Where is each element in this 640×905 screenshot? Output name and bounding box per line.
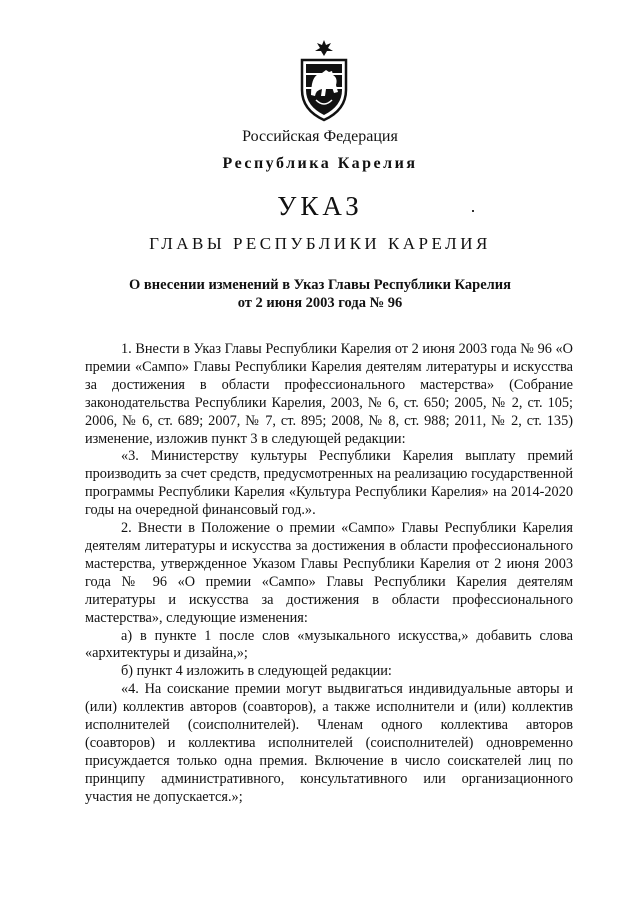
karelia-coat-of-arms-icon (298, 38, 350, 122)
subject-line-2: от 2 июня 2003 года № 96 (237, 295, 403, 311)
paragraph-5: б) пункт 4 изложить в следующей редакции: (121, 663, 392, 680)
paragraph-6: «4. На соискание премии могут выдвигаться индивидуальные авторы и (или) коллектив авторов (соавторов), а также исполнители и (или) коллектив исполнителей (соисполнителей). Членам одного коллектива авторов (соавторов) и коллектива исполнителей (соисполнителей) одновременно присуждается только одна премия. Включение в число соискателей лиц по принципу административного, консультативного или организационного участия не допускается.»; (85, 681, 573, 805)
republic-name: Республика Карелия (222, 155, 418, 172)
paragraph-1: 1. Внести в Указ Главы Республики Карелия от 2 июня 2003 года № 96 «О премии «Сампо» Главы Республики Карелия деятелям литературы и искусства за достижения в области профессионального мастерства» (Собрание законодательства Республики Карелия, 2003, № 6, ст. 650; 2005, № 2, ст. 105; 2006, № 6, ст. 689; 2007, № 7, ст. 895; 2008, № 8, ст. 988; 2011, № 2, ст. 135) изменение, изложив пункт 3 в следующей редакции: (85, 341, 573, 447)
document-type: УКАЗ (277, 191, 363, 221)
paragraph-4: а) в пункте 1 после слов «музыкального искусства,» добавить слова «архитектуры и дизайна,»; (85, 627, 573, 662)
document-body (85, 341, 573, 807)
scan-speck (472, 210, 474, 212)
federation-name: Российская Федерация (242, 128, 398, 145)
paragraph-3: 2. Внести в Положение о премии «Сампо» Главы Республики Карелия деятелям литературы и искусства за достижения в области профессионального мастерства, утвержденное Указом Главы Республики Карелия от 2 июня 2003 года № 96 «О премии «Сампо» Главы Республики Карелия деятелям литературы и искусства за достижения в области профессионального мастерства», следующие изменения: (85, 520, 573, 626)
issuer-title: ГЛАВЫ РЕСПУБЛИКИ КАРЕЛИЯ (149, 234, 491, 253)
document-subject (0, 276, 640, 312)
subject-line-1: О внесении изменений в Указ Главы Республики Карелия (129, 277, 511, 293)
paragraph-2: «3. Министерству культуры Республики Карелия выплату премий производить за счет средств, предусмотренных на реализацию государственной программы Республики Карелия «Культура Республики Карелия» на 2014-2020 годы на очередной финансовый год.». (85, 448, 573, 519)
